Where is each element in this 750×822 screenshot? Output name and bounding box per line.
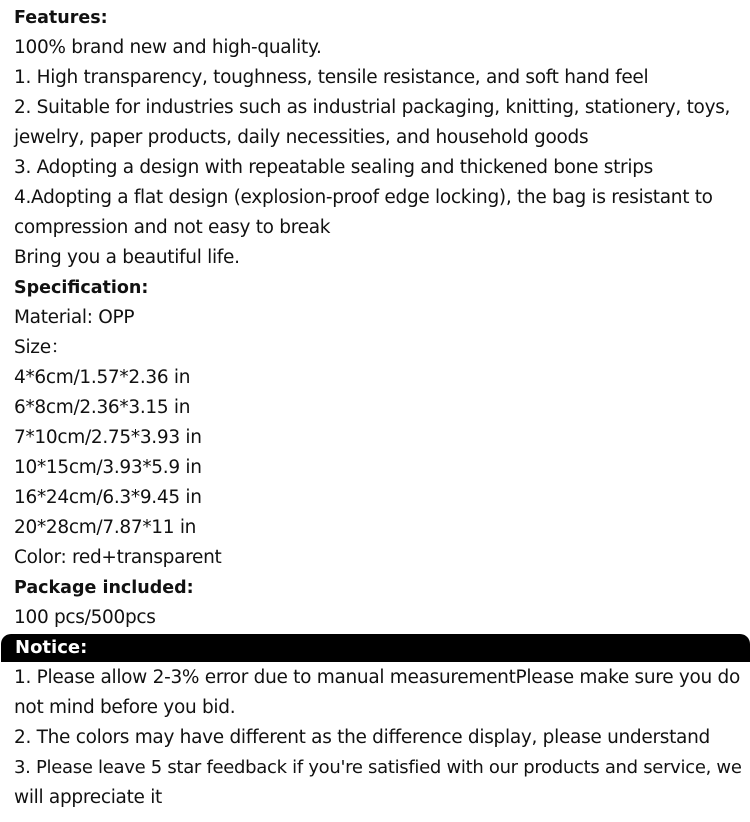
color-line: Color: red+transparent [14,547,222,568]
notice-heading: Notice: [15,637,88,658]
features-line: jewelry, paper products, daily necessities, and household goods [14,127,589,148]
size-item: 20*28cm/7.87*11 in [14,517,197,538]
features-line: 1. High transparency, toughness, tensile resistance, and soft hand feel [14,67,649,88]
size-item: 6*8cm/2.36*3.15 in [14,397,191,418]
features-line: compression and not easy to break [14,217,331,238]
specification-heading: Specification: [14,278,149,298]
notice-line: will appreciate it [14,787,162,808]
size-item: 16*24cm/6.3*9.45 in [14,487,202,508]
features-line: 4.Adopting a flat design (explosion-proof edge locking), the bag is resistant to [14,187,713,208]
size-item: 4*6cm/1.57*2.36 in [14,367,191,388]
notice-line: not mind before you bid. [14,697,236,718]
features-line: 100% brand new and high-quality. [14,37,322,58]
notice-bar [1,634,750,662]
notice-line: 3. Please leave 5 star feedback if you're satisfied with our products and service, we [14,757,742,778]
features-line: Bring you a beautiful life. [14,247,240,268]
features-line: 3. Adopting a design with repeatable sealing and thickened bone strips [14,157,653,178]
features-line: 2. Suitable for industries such as industrial packaging, knitting, stationery, toys, [14,97,731,118]
notice-line: 2. The colors may have different as the difference display, please understand [14,727,710,748]
size-item: 7*10cm/2.75*3.93 in [14,427,202,448]
package-heading: Package included: [14,578,194,598]
package-contents: 100 pcs/500pcs [14,607,156,628]
features-heading: Features: [14,8,108,28]
material-line: Material: OPP [14,307,135,328]
size-label: Size： [14,337,69,358]
notice-line: 1. Please allow 2-3% error due to manual measurementPlease make sure you do [14,667,741,688]
size-item: 10*15cm/3.93*5.9 in [14,457,202,478]
